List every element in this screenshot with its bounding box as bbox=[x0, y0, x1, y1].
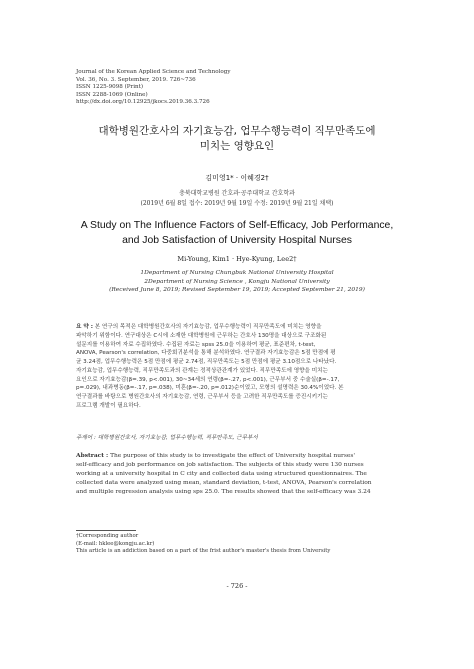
journal-name: Journal of the Korean Applied Science and Technology bbox=[76, 69, 231, 75]
korean-title bbox=[60, 124, 414, 154]
english-abstract-line: working at a university hospital in C city and collected data using structured questionnaires. The bbox=[76, 470, 367, 477]
korean-keywords: 주제어 : 대학병원간호사, 자기효능감, 업무수행능력, 직무만족도, 근무부서 bbox=[76, 435, 258, 441]
korean-abstract-line: ANOVA, Pearson's correlation, 다중회귀분석을 통해 분석하였다. 연구결과 자기효능감은 5점 만점에 평 bbox=[76, 350, 336, 357]
english-abstract-line: collected data were analyzed using mean, standard deviation, t-test, ANOVA, Pearson's correlation bbox=[76, 479, 372, 486]
english-abstract-line: The purpose of this study is to investigate the effect of University hospital nurses' bbox=[110, 453, 356, 459]
footnotes bbox=[76, 533, 330, 556]
english-abstract-label: Abstract : bbox=[76, 452, 109, 459]
korean-abstract-line: 요인으로 자기효능감(β=.39, p<.001), 30~34세의 연령(β=-.27, p<.001), 근무부서 중 수술실(β=-.17, bbox=[76, 376, 340, 383]
korean-abstract-line: 설문지를 이용하여 자료 수집하였다. 수집된 자료는 spss 25.0을 이용하여 평균, 표준편차, t-test, bbox=[76, 341, 316, 348]
journal-info bbox=[76, 69, 231, 107]
english-title-line-1: A Study on The Influence Factors of Self-Efficacy, Job Performance, bbox=[80, 220, 394, 231]
english-authors: Mi-Young, Kim1 · Hye-Kyung, Lee2† bbox=[177, 255, 297, 263]
english-abstract-line: self-efficacy and job performance on job satisfaction. The subjects of this study were 130 nurses bbox=[76, 461, 364, 468]
korean-abstract-line: 프로그램 개발이 필요하다. bbox=[76, 402, 141, 409]
korean-authors: 김미영1* · 이혜경2† bbox=[205, 174, 269, 182]
korean-dates: (2019년 6월 8일 접수: 2019년 9월 19일 수정: 2019년 9월 21일 채택) bbox=[140, 199, 334, 207]
footnote-thesis: This article is an addiction based on a part of the frist author's master's thesis from University bbox=[76, 548, 331, 555]
korean-abstract-line: 파악하기 위함이다. 연구대상은 C시에 소재한 대학병원에 근무하는 간호사 130명을 대상으로 구조화된 bbox=[76, 332, 327, 339]
english-abstract-line: and multiple regression analysis using sps 25.0. The results showed that the self-efficacy was 3.24 bbox=[76, 488, 371, 495]
korean-affiliation-line-1: 충북대학교병원 간호과·공주대학교 간호학과 bbox=[179, 190, 295, 197]
footnote-divider bbox=[76, 530, 136, 531]
korean-title-line-1: 대학병원간호사의 자기효능감, 업무수행능력이 직무만족도에 bbox=[98, 125, 376, 137]
korean-abstract-line: 균 3.24점, 업무수행능력은 5점 만점에 평균 2.74점, 직무만족도는 5점 만점에 평균 3.10점으로 나타났다. bbox=[76, 359, 337, 365]
english-dates: (Received June 8, 2019; Revised September 19, 2019; Accepted September 21, 2019) bbox=[109, 287, 365, 294]
english-title bbox=[40, 219, 434, 248]
korean-abstract bbox=[76, 323, 402, 411]
english-affiliation-line-1: 1Department of Nursing Chungbuk National University Hospital bbox=[140, 270, 334, 276]
journal-issn-print: ISSN 1225-9098 (Print) bbox=[76, 84, 144, 91]
korean-abstract-line: 본 연구의 목적은 대학병원간호사의 자기효능감, 업무수행능력이 직무만족도에 미치는 영향을 bbox=[94, 324, 322, 330]
korean-abstract-line: 자기효능감, 업무수행능력, 직무만족도과의 관계는 정적상관관계가 있었다. 직무만족도에 영향을 미치는 bbox=[76, 367, 328, 374]
english-affiliation-line-2: 2Department of Nursing Science , Kongju National University bbox=[144, 278, 330, 285]
korean-abstract-line: p=.029), 내과병동(β=-.17, p=.038), 미혼(β=-.20, p=.012)순이었고, 모형의 설명력은 30.4%이었다. 본 bbox=[76, 385, 344, 392]
english-title-line-2: and Job Satisfaction of University Hospital Nurses bbox=[122, 234, 352, 246]
korean-title-line-2: 미치는 영향요인 bbox=[199, 140, 275, 152]
english-affiliation bbox=[0, 269, 474, 295]
korean-abstract-label: 요 약 : bbox=[76, 324, 93, 330]
page-number: - 726 - bbox=[226, 582, 248, 590]
journal-issn-online: ISSN 2288-1069 (Online) bbox=[76, 91, 148, 98]
footnote-corresponding: †Corresponding author bbox=[76, 533, 139, 539]
footnote-email[interactable]: (E-mail: hklee@kongju.ac.kr) bbox=[76, 540, 155, 547]
journal-doi[interactable]: http://dx.doi.org/10.12925/jkocs.2019.36.3.726 bbox=[76, 99, 210, 106]
korean-affiliation bbox=[0, 189, 474, 208]
korean-abstract-line: 연구결과를 바탕으로 병원간호사의 자기효능감, 연령, 근무부서 등을 고려한 직무만족도를 증진시키기는 bbox=[76, 394, 328, 400]
journal-volume: Vol. 36, No. 3. September, 2019. 726~736 bbox=[76, 76, 196, 83]
english-abstract bbox=[76, 452, 400, 497]
